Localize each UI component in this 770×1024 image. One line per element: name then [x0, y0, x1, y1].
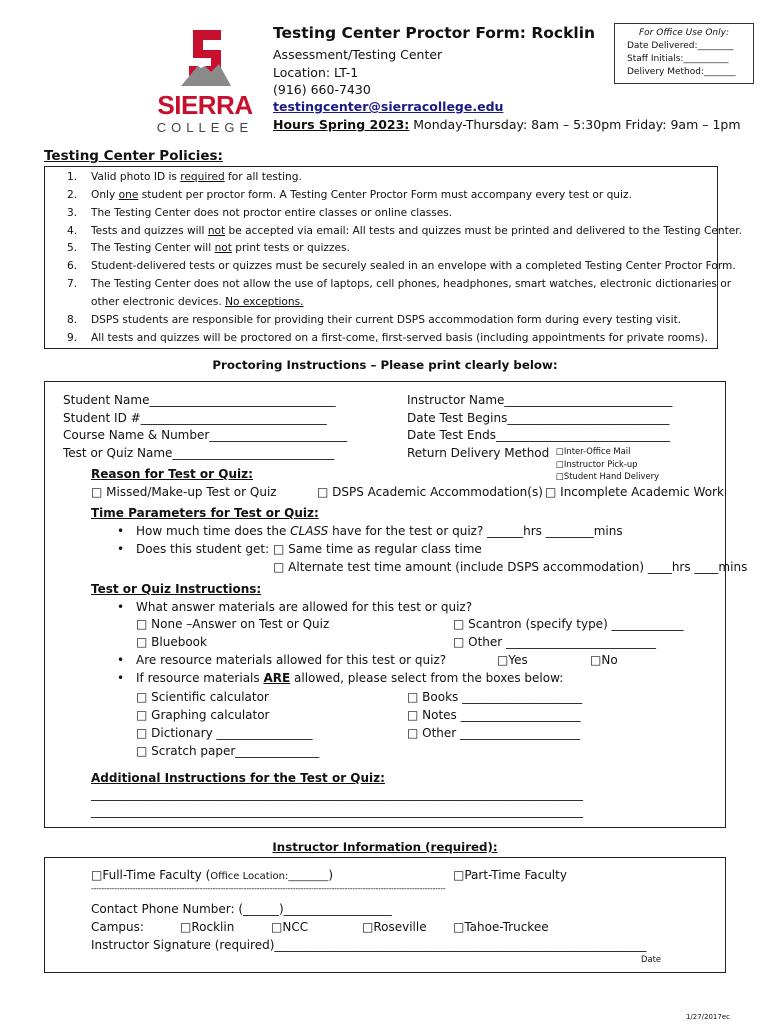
bullet: •: [117, 600, 125, 614]
fulltime-checkbox[interactable]: [91, 868, 333, 882]
divider-dashes: -----------------------------------------------------------------------------------------------------------------------------------------: [91, 884, 446, 893]
alternate-time-checkbox[interactable]: □ Alternate test time amount (include DSPS accommodation) ____hrs ____mins: [273, 560, 748, 574]
additional-line-2[interactable]: __________________________________________________________________________________: [91, 804, 583, 818]
resource-notes-checkbox[interactable]: □ Notes ____________________: [407, 708, 581, 722]
class-emphasis: CLASS: [290, 524, 329, 538]
staff-initials-field[interactable]: Staff Initials:__________: [627, 54, 729, 64]
location: Location: LT-1: [273, 65, 359, 80]
policy-text: [91, 314, 681, 326]
fulltime-post: ): [328, 868, 333, 882]
resource-calculator-checkbox[interactable]: □ Scientific calculator: [136, 690, 269, 704]
resource-no-checkbox[interactable]: □No: [590, 653, 618, 667]
policy-text-pre: Only: [91, 189, 119, 201]
campus-tahoe-checkbox[interactable]: □Tahoe-Truckee: [453, 920, 549, 934]
policy-number: 7.: [67, 278, 78, 290]
instructions-title: Test or Quiz Instructions:: [91, 582, 262, 596]
return-delivery-label: Return Delivery Method: [407, 446, 550, 460]
campus-roseville-checkbox[interactable]: □Roseville: [362, 920, 427, 934]
policy-text-pre: The Testing Center does not allow the use of laptops, cell phones, headphones, smart watches, electronic dictionaries or: [91, 278, 732, 290]
fulltime-pre: □Full-Time Faculty (: [91, 868, 211, 882]
email-link[interactable]: testingcenter@sierracollege.edu: [273, 99, 504, 114]
answer-other-checkbox[interactable]: □ Other _________________________: [453, 635, 657, 649]
policy-text: [91, 296, 304, 308]
resource-question: Are resource materials allowed for this test or quiz?: [136, 653, 447, 667]
date-ends-field[interactable]: Date Test Ends_____________________________: [407, 428, 670, 442]
bullet: •: [117, 524, 125, 538]
resource-scratch-checkbox[interactable]: □ Scratch paper______________: [136, 744, 320, 758]
proctoring-title: Proctoring Instructions – Please print clearly below:: [212, 358, 558, 372]
policy-text-post: student per proctor form. A Testing Center Proctor Form must accompany every test or quiz.: [138, 189, 632, 201]
policy-text: [91, 225, 742, 237]
class-time-pre: How much time does the: [136, 524, 291, 538]
policy-text-pre: Student-delivered tests or quizzes must be securely sealed in an envelope with a completed Testing Center Proctor Form.: [91, 260, 736, 272]
policy-number: 8.: [67, 314, 78, 326]
bullet: •: [117, 653, 125, 667]
date-begins-field[interactable]: Date Test Begins___________________________: [407, 411, 670, 425]
policy-text-emphasis: No exceptions.: [225, 296, 304, 308]
hours-label: Hours Spring 2023:: [273, 117, 410, 132]
contact-phone-field[interactable]: Contact Phone Number: (______)__________________: [91, 902, 392, 916]
instructor-box: [44, 857, 726, 973]
logo-subtitle: COLLEGE: [156, 120, 254, 135]
policy-text: [91, 260, 736, 272]
signature-field[interactable]: Instructor Signature (required)______________________________________________________________: [91, 938, 647, 952]
class-time-field[interactable]: [136, 524, 623, 538]
policy-text-emphasis: one: [118, 189, 139, 201]
sierra-college-logo: [155, 26, 255, 136]
quiz-name-field[interactable]: Test or Quiz Name___________________________: [63, 446, 335, 460]
additional-line-1[interactable]: __________________________________________________________________________________: [91, 787, 583, 801]
bullet: •: [117, 542, 125, 556]
course-field[interactable]: Course Name & Number_______________________: [63, 428, 348, 442]
policy-number: 6.: [67, 260, 78, 272]
time-title: Time Parameters for Test or Quiz:: [91, 506, 319, 520]
resource-are-bold: ARE: [263, 671, 291, 685]
policy-number: 1.: [67, 171, 78, 183]
policy-number: 5.: [67, 242, 78, 254]
answer-question: What answer materials are allowed for this test or quiz?: [136, 600, 473, 614]
delivery-method-field[interactable]: Delivery Method:_______: [627, 67, 736, 77]
policy-text-pre: Valid photo ID is: [91, 171, 181, 183]
hours-line: [273, 117, 741, 132]
resource-yes-checkbox[interactable]: □Yes: [497, 653, 528, 667]
reason-makeup-checkbox[interactable]: □ Missed/Make-up Test or Quiz: [91, 485, 277, 499]
policy-text: [91, 242, 350, 254]
instructor-name-field[interactable]: Instructor Name____________________________: [407, 393, 673, 407]
office-location-field[interactable]: Office Location:________: [210, 871, 329, 882]
policies-box: [44, 166, 743, 349]
date-label: Date: [641, 954, 662, 964]
policy-text-emphasis: not: [214, 242, 232, 254]
same-time-checkbox[interactable]: Does this student get: □ Same time as regular class time: [136, 542, 482, 556]
policy-text-pre: Tests and quizzes will: [91, 225, 208, 237]
policy-text-post: for all testing.: [224, 171, 302, 183]
logo-wordmark: SIERRA: [157, 90, 253, 120]
delivery-option-hand[interactable]: □Student Hand Delivery: [556, 471, 660, 481]
resource-books-checkbox[interactable]: □ Books ____________________: [407, 690, 583, 704]
student-id-field[interactable]: Student ID #_______________________________: [63, 411, 327, 425]
campus-label: Campus:: [91, 920, 144, 934]
policy-text-post: print tests or quizzes.: [231, 242, 350, 254]
policy-text-pre: other electronic devices.: [91, 296, 226, 308]
office-use-box: [614, 23, 754, 84]
proctoring-box: [44, 381, 748, 828]
policy-text: [91, 207, 452, 219]
department-name: Assessment/Testing Center: [273, 47, 443, 62]
policy-number: 9.: [67, 332, 78, 344]
resource-dictionary-checkbox[interactable]: □ Dictionary ________________: [136, 726, 313, 740]
policy-text-pre: All tests and quizzes will be proctored on a first-come, first-served basis (including appointments for private rooms).: [91, 332, 708, 344]
resource-are-line: [136, 671, 563, 685]
class-time-post: have for the test or quiz? ______hrs ________mins: [328, 524, 623, 538]
answer-bluebook-checkbox[interactable]: □ Bluebook: [136, 635, 207, 649]
phone-number: (916) 660-7430: [273, 82, 371, 97]
reason-incomplete-checkbox[interactable]: □ Incomplete Academic Work: [545, 485, 724, 499]
revision-date: 1/27/2017ec: [685, 1013, 730, 1021]
policy-number: 3.: [67, 207, 78, 219]
policy-text-emphasis: required: [180, 171, 225, 183]
resource-other-checkbox[interactable]: □ Other ____________________: [407, 726, 581, 740]
resource-are-post: allowed, please select from the boxes below:: [290, 671, 564, 685]
bullet: •: [117, 671, 125, 685]
policies-title: Testing Center Policies:: [44, 148, 223, 164]
policy-text: [91, 189, 632, 201]
answer-none-checkbox[interactable]: □ None –Answer on Test or Quiz: [136, 617, 330, 631]
student-name-field[interactable]: Student Name_______________________________: [63, 393, 336, 407]
reason-dsps-checkbox[interactable]: □ DSPS Academic Accommodation(s): [317, 485, 543, 499]
sierra-s-mountain-icon: [155, 26, 255, 90]
resource-graphing-checkbox[interactable]: □ Graphing calculator: [136, 708, 270, 722]
policy-number: 4.: [67, 225, 78, 237]
policy-text-emphasis: not: [207, 225, 226, 237]
policy-text: [91, 332, 708, 344]
delivery-option-interoffice[interactable]: □Inter-Office Mail: [556, 446, 631, 456]
policy-text-pre: The Testing Center will: [91, 242, 215, 254]
date-delivered-field[interactable]: Date Delivered:________: [627, 41, 734, 51]
policy-number: 2.: [67, 189, 78, 201]
campus-ncc-checkbox[interactable]: □NCC: [271, 920, 309, 934]
resource-are-pre: If resource materials: [136, 671, 264, 685]
additional-title: Additional Instructions for the Test or Quiz:: [91, 771, 385, 785]
instructor-title: Instructor Information (required):: [272, 840, 498, 854]
campus-rocklin-checkbox[interactable]: □Rocklin: [180, 920, 235, 934]
reason-title: Reason for Test or Quiz:: [91, 467, 253, 481]
hours-text: Monday-Thursday: 8am – 5:30pm Friday: 9am – 1pm: [409, 117, 741, 132]
policy-text: [91, 171, 302, 183]
policy-text-pre: DSPS students are responsible for providing their current DSPS accommodation form during every testing visit.: [91, 314, 682, 326]
parttime-checkbox[interactable]: □Part-Time Faculty: [453, 868, 567, 882]
delivery-option-pickup[interactable]: □Instructor Pick-up: [556, 459, 638, 469]
policy-text-post: be accepted via email: All tests and quizzes must be printed and delivered to the Testing Center.: [225, 225, 743, 237]
policy-text-pre: The Testing Center does not proctor entire classes or online classes.: [91, 207, 453, 219]
office-use-heading: For Office Use Only:: [639, 28, 729, 38]
policy-text: [91, 278, 731, 290]
answer-scantron-checkbox[interactable]: □ Scantron (specify type) ____________: [453, 617, 684, 631]
form-title: Testing Center Proctor Form: Rocklin: [273, 24, 596, 42]
